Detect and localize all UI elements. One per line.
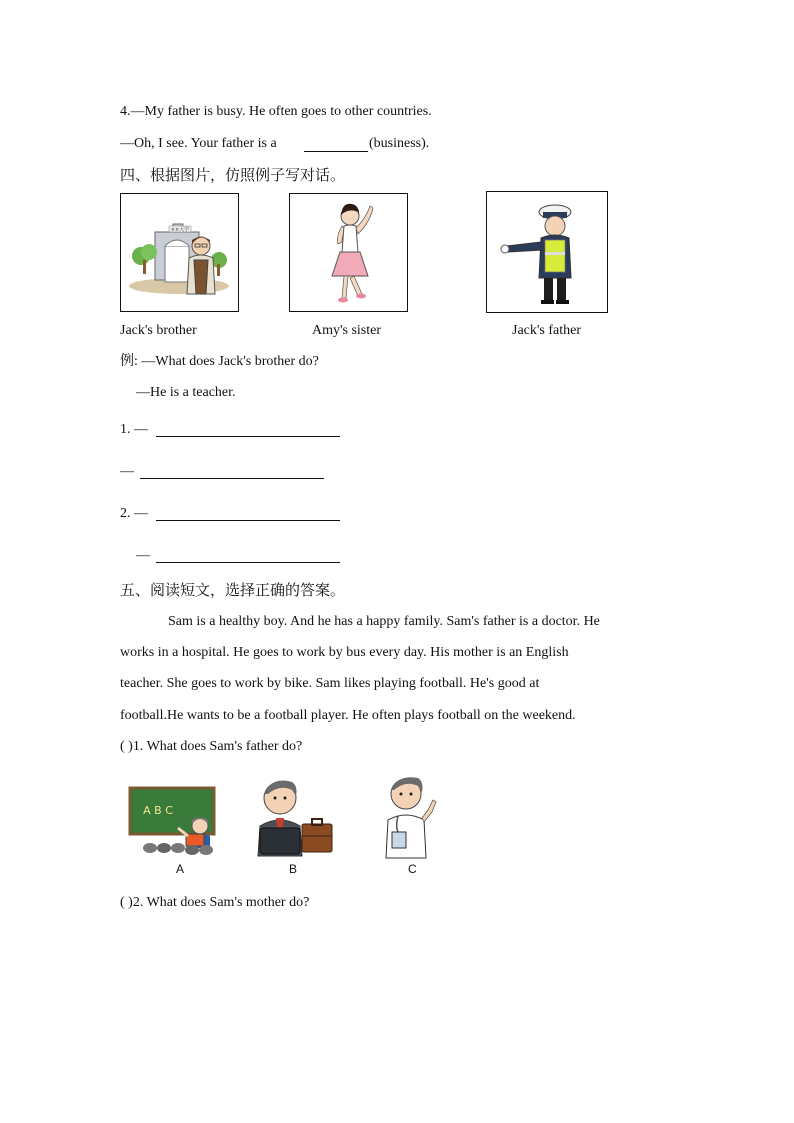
option-a-teacher-picture[interactable] [128,784,224,856]
picture-jacks-father [486,191,608,313]
passage-line-4: football.He wants to be a football player. He often plays football on the weekend. [120,708,576,723]
question-4-line-1: 4.—My father is busy. He often goes to other countries. [120,104,432,119]
question-4-line-2-suffix: (business). [369,136,430,151]
section-4-heading: 四、根据图片，仿照例子写对话。 [120,166,346,184]
option-b-label: B [289,862,298,876]
sign-text: ××大学 [170,227,190,233]
mc-question-2: ( )2. What does Sam's mother do? [120,895,310,910]
picture-amys-sister [289,193,408,312]
caption-amys-sister: Amy's sister [312,323,382,338]
item-2-answer-blank[interactable] [156,562,340,563]
answer-blank-business[interactable] [304,151,368,152]
board-text: A B C [143,804,173,817]
mc-question-1: ( )1. What does Sam's father do? [120,739,303,754]
option-c-doctor-picture[interactable] [378,770,442,860]
passage-line-2: works in a hospital. He goes to work by bus every day. His mother is an English [120,645,569,660]
picture-jacks-brother [120,193,239,312]
passage-line-3: teacher. She goes to work by bike. Sam likes playing football. He's good at [120,676,540,691]
section-5-heading: 五、阅读短文，选择正确的答案。 [120,581,346,599]
caption-jacks-father: Jack's father [512,323,581,338]
passage-line-1: Sam is a healthy boy. And he has a happy family. Sam's father is a doctor. He [168,614,600,629]
option-c-label: C [408,862,417,876]
example-question: 例: —What does Jack's brother do? [120,354,319,369]
option-b-businessman-picture[interactable] [252,772,336,858]
item-1-answer-blank[interactable] [140,478,324,479]
item-2-answer-dash: — [136,548,150,563]
item-1-answer-dash: — [120,464,134,479]
caption-jacks-brother: Jack's brother [120,323,197,338]
item-2-label: 2. — [120,506,148,521]
item-1-question-blank[interactable] [156,436,340,437]
item-1-label: 1. — [120,422,148,437]
option-a-label: A [176,862,185,876]
example-answer: —He is a teacher. [136,385,236,400]
question-4-line-2-prefix: —Oh, I see. Your father is a [120,136,277,151]
item-2-question-blank[interactable] [156,520,340,521]
